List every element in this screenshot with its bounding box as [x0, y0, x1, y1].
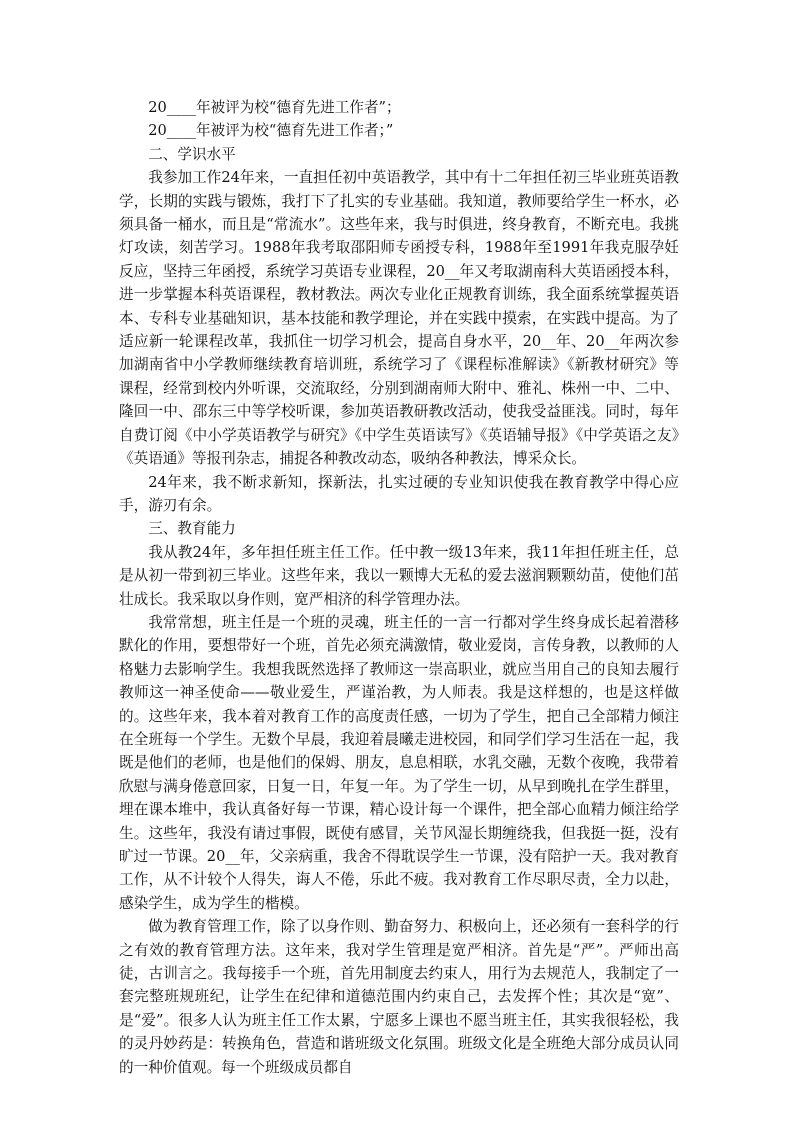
- paragraph-knowledge-summary: 24年来，我不断求新知，探新法，扎实过硬的专业知识使我在教育教学中得心应手，游刃有余。: [119, 473, 679, 514]
- document-body: [119, 96, 679, 1079]
- award-line-2: 20____年被评为校“德育先进工作者；”: [148, 122, 394, 140]
- section-heading-ability: 三、教育能力: [148, 520, 236, 538]
- paragraph-knowledge: 我参加工作24年来，一直担任初中英语教学，其中有十二年担任初三毕业班英语教学，长期的实践与锻炼，我打下了扎实的专业基础。我知道，教师要给学生一杯水，必须具备一桶水，而且是“常流水”。这些年来，我与时俱进，终身教育，不断充电。我挑灯攻读，刻苦学习。1988年我考取邵阳师专函授专科，1988年至1991年我克服孕妊反应，坚持三年函授，系统学习英语专业课程，20__年又考取湖南科大英语函授本科，进一步掌握本科英语课程，教材教法。两次专业化正规教育训练，我全面系统掌握英语本、专科专业基础知识，基本技能和教学理论，并在实践中摸索，在实践中提高。为了适应新一轮课程改革，我抓住一切学习机会，提高自身水平，20__年、20__年两次参加湖南省中小学教师继续教育培训班，系统学习了《课程标准解读》《新教材研究》等课程，经常到校内外听课，交流取经，分别到湖南师大附中、雅礼、株州一中、二中、隆回一中、邵东三中等学校听课，参加英语教研教改活动，使我受益匪浅。同时，每年自费订阅《中小学英语教学与研究》《中学生英语读写》《英语辅导报》《中学英语之友》《英语通》等报刊杂志，捕捉各种教改动态，吸纳各种教法，博采众长。: [119, 169, 679, 468]
- paragraph-ability-2: 我常常想，班主任是一个班的灵魂，班主任的一言一行都对学生终身成长起着潜移默化的作用，要想带好一个班，首先必须充满激情，敬业爱岗，言传身教，以教师的人格魅力去影响学生。我想我既然选择了教师这一崇高职业，就应当用自己的良知去履行教师这一神圣使命——敬业爱生，严谨治教，为人师表。我是这样想的，也是这样做的。这些年来，我本着对教育工作的高度责任感，一切为了学生，把自己全部精力倾注在全班每一个学生。无数个早晨，我迎着晨曦走进校园，和同学们学习生活在一起，我既是他们的老师，也是他们的保姆、朋友，息息相联，水乳交融，无数个夜晚，我带着欣慰与满身倦意回家，日复一日，年复一年。为了学生一切，从早到晚扎在学生群里，埋在课本堆中，我认真备好每一节课，精心设计每一个课件，把全部心血精力倾注给学生。这些年，我没有请过事假，既使有感冒，关节风湿长期缠绕我，但我挺一挺，没有旷过一节课。20__年，父亲病重，我舍不得耽误学生一节课，没有陪护一天。我对教育工作，从不计较个人得失，诲人不倦，乐此不疲。我对教育工作尽职尽责，全力以赴，感染学生，成为学生的楷模。: [119, 613, 679, 912]
- paragraph-ability-3: 做为教育管理工作，除了以身作则、勤奋努力、积极向上，还必须有一套科学的行之有效的教育管理方法。这年来，我对学生管理是宽严相济。首先是“严”。严师出高徒，古训言之。我每接手一个班，首先用制度去约束人，用行为去规范人，我制定了一套完整班规班纪，让学生在纪律和道德范围内约束自己，去发挥个性；其次是“宽”、是“爱”。很多人认为班主任工作太累，宁愿多上课也不愿当班主任，其实我很轻松，我的灵丹妙药是：转换角色，营造和谐班级文化氛围。班级文化是全班绝大部分成员认同的一种价值观。每一个班级成员都自: [119, 918, 679, 1076]
- section-heading-knowledge: 二、学识水平: [148, 145, 236, 163]
- award-line-1: 20____年被评为校“德育先进工作者”；: [148, 99, 401, 116]
- paragraph-ability-1: 我从教24年，多年担任班主任工作。任中教一级13年来，我11年担任班主任，总是从初一带到初三毕业。这些年来，我以一颗博大无私的爱去滋润颗颗幼苗，使他们茁壮成长。我采取以身作则，宽严相济的科学管理办法。: [119, 543, 679, 608]
